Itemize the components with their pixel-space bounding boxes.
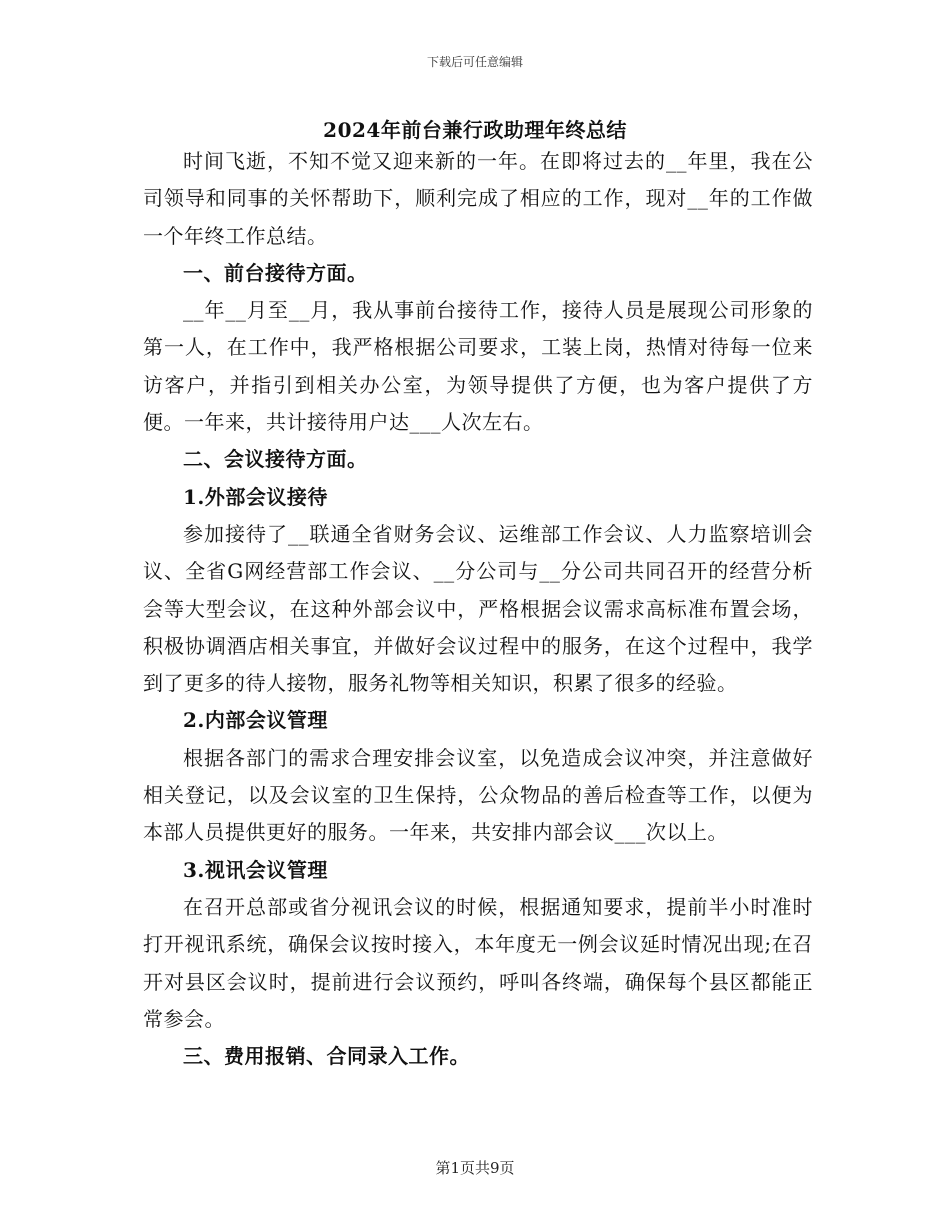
- intro-paragraph: 时间飞逝，不知不觉又迎来新的一年。在即将过去的__年里，我在公司领导和同事的关怀帮助下，顺利完成了相应的工作，现对__年的工作做一个年终工作总结。: [143, 149, 813, 248]
- reception-paragraph: __年__月至__月，我从事前台接待工作，接待人员是展现公司形象的第一人，在工作中，我严格根据公司要求，工装上岗，热情对待每一位来访客户，并指引到相关办公室，为领导提供了方便，也为客户提供了方便。一年来，共计接待用户达___人次左右。: [143, 298, 813, 435]
- internal-meetings-paragraph: 根据各部门的需求合理安排会议室，以免造成会议冲突，并注意做好相关登记，以及会议室的卫生保持，公众物品的善后检查等工作，以便为本部人员提供更好的服务。一年来，共安排内部会议___次以上。: [143, 745, 813, 845]
- section-heading-expenses: 三、费用报销、合同录入工作。: [183, 1044, 470, 1069]
- subheading-video-meetings: 3.视讯会议管理: [183, 857, 328, 882]
- document-body: [143, 143, 813, 1075]
- subheading-external-meetings: 1.外部会议接待: [183, 484, 328, 509]
- header-note: 下载后可任意编辑: [426, 55, 523, 69]
- external-meetings-paragraph: 参加接待了__联通全省财务会议、运维部工作会议、人力监察培训会议、全省G网经营部工作会议、__分公司与__分公司共同召开的经营分析会等大型会议，在这种外部会议中，严格根据会议需求高标准布置会场，积极协调酒店相关事宜，并做好会议过程中的服务，在这个过程中，我学到了更多的待人接物，服务礼物等相关知识，积累了很多的经验。: [143, 521, 813, 696]
- page-number: 第1页共9页: [435, 1159, 515, 1177]
- subheading-internal-meetings: 2.内部会议管理: [183, 708, 328, 733]
- section-heading-meetings: 二、会议接待方面。: [183, 447, 368, 472]
- video-meetings-paragraph: 在召开总部或省分视讯会议的时候，根据通知要求，提前半小时准时打开视讯系统，确保会议按时接入，本年度无一例会议延时情况出现;在召开对县区会议时，提前进行会议预约，呼叫各终端，确保每个县区都能正常参会。: [143, 894, 813, 1031]
- document-title: 2024年前台兼行政助理年终总结: [323, 118, 627, 142]
- section-heading-reception: 一、前台接待方面。: [183, 260, 368, 285]
